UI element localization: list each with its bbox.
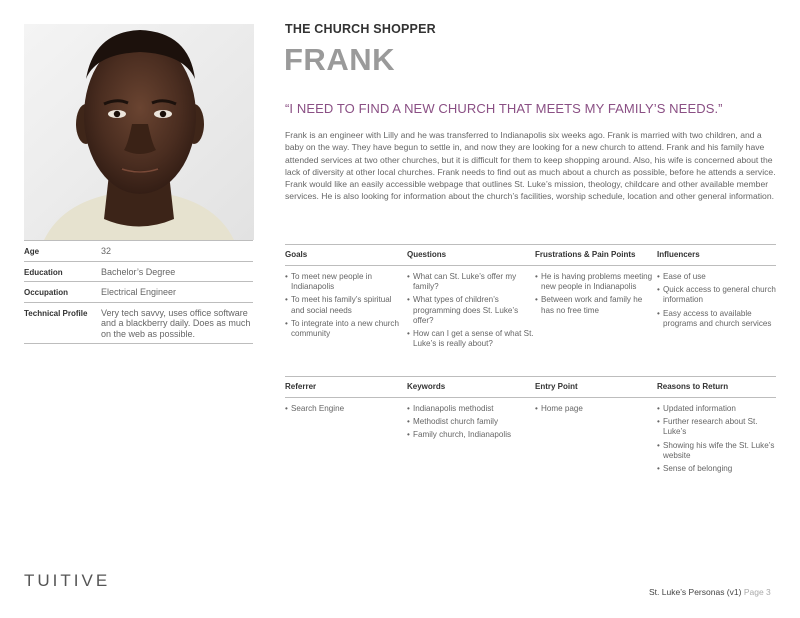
bullet-item: • Easy access to available programs and church services xyxy=(657,309,776,329)
bullet-item: • He is having problems meeting new people in Indianapolis xyxy=(535,272,657,292)
influencers-list xyxy=(657,272,776,332)
bullet-item: • Family church, Indianapolis xyxy=(407,430,511,440)
reasons-heading: Reasons to Return xyxy=(657,382,729,391)
frustrations-heading: Frustrations & Pain Points xyxy=(535,250,636,259)
bullet-item: • Home page xyxy=(535,404,583,414)
bullet-item: • Ease of use xyxy=(657,272,776,282)
web-behavior-grid xyxy=(285,376,776,474)
bullet-item: • Search Engine xyxy=(285,404,344,414)
bullet-item: • How can I get a sense of what St. Luke’s is really about? xyxy=(407,329,535,349)
page-number: Page 3 xyxy=(743,587,771,597)
profile-value: Bachelor’s Degree xyxy=(101,266,176,277)
bullet-item: • Sense of belonging xyxy=(657,464,776,474)
bullet-item: • Indianapolis methodist xyxy=(407,404,511,414)
bullet-item: • To meet new people in Indianapolis xyxy=(285,272,407,292)
entry-point-heading: Entry Point xyxy=(535,382,578,391)
keywords-list xyxy=(407,404,511,444)
goals-heading: Goals xyxy=(285,250,308,259)
profile-value: Very tech savvy, uses office software and a blackberry daily. Does as much on the web as possible. xyxy=(101,307,251,339)
questions-heading: Questions xyxy=(407,250,447,259)
bullet-item: • Quick access to general church information xyxy=(657,285,776,305)
document-title: St. Luke’s Personas (v1) xyxy=(649,587,742,597)
profile-row-age xyxy=(24,240,253,262)
bullet-item: • What types of children’s programming does St. Luke’s offer? xyxy=(407,295,535,326)
page-footer xyxy=(649,587,771,597)
grid-divider xyxy=(285,397,776,398)
grid-divider xyxy=(285,265,776,266)
bullet-item: • Methodist church family xyxy=(407,417,511,427)
entry-point-list xyxy=(535,404,583,417)
goals-list xyxy=(285,272,407,342)
profile-value: 32 xyxy=(101,246,112,256)
profile-key: Age xyxy=(24,247,40,256)
persona-bio: Frank is an engineer with Lilly and he was transferred to Indianapolis six weeks ago. Frank is married with two children, and a baby on the way. They have begun to settle in, and now they are looking for a new church to attend. Frank and his family have attended services at two other churches, but it is difficult for them to keep shopping around. Also, his wife is concerned about the lack of diversity at other local churches. Frank needs to find out as much about a church as possible, before he attends a service. Frank would like an easily accessible webpage that outlines St. Luke’s mission, theology, childcare and other available member services. He is also looking for information about the church’s facilities, worship schedule, location and other general information. xyxy=(285,130,776,202)
bullet-item: • To integrate into a new church community xyxy=(285,319,407,339)
profile-key: Technical Profile xyxy=(24,308,88,318)
profile-table xyxy=(24,240,253,344)
persona-photo xyxy=(24,24,254,240)
bullet-item: • What can St. Luke’s offer my family? xyxy=(407,272,535,292)
bullet-item: • To meet his family’s spiritual and social needs xyxy=(285,295,407,315)
questions-list xyxy=(407,272,535,352)
tuitive-logo: TUITIVE xyxy=(24,571,111,590)
bullet-item: • Between work and family he has no free time xyxy=(535,295,657,315)
bullet-item: • Updated information xyxy=(657,404,776,414)
profile-key: Education xyxy=(24,267,63,277)
bullet-item: • Further research about St. Luke’s xyxy=(657,417,776,437)
bullet-item: • Showing his wife the St. Luke’s website xyxy=(657,441,776,461)
reasons-list xyxy=(657,404,776,477)
profile-row-technical xyxy=(24,303,253,345)
profile-row-education xyxy=(24,262,253,283)
persona-name: FRANK xyxy=(284,42,395,77)
referrer-heading: Referrer xyxy=(285,382,317,391)
frustrations-list xyxy=(535,272,657,319)
influencers-heading: Influencers xyxy=(657,250,700,259)
profile-row-occupation xyxy=(24,282,253,303)
persona-quote: “I NEED TO FIND A NEW CHURCH THAT MEETS MY FAMILY’S NEEDS.” xyxy=(285,101,723,116)
keywords-heading: Keywords xyxy=(407,382,446,391)
profile-value: Electrical Engineer xyxy=(101,287,177,297)
persona-portrait-image xyxy=(24,24,254,240)
needs-grid xyxy=(285,244,776,349)
persona-subtitle: THE CHURCH SHOPPER xyxy=(285,22,436,36)
referrer-list xyxy=(285,404,344,417)
profile-key: Occupation xyxy=(24,288,69,297)
